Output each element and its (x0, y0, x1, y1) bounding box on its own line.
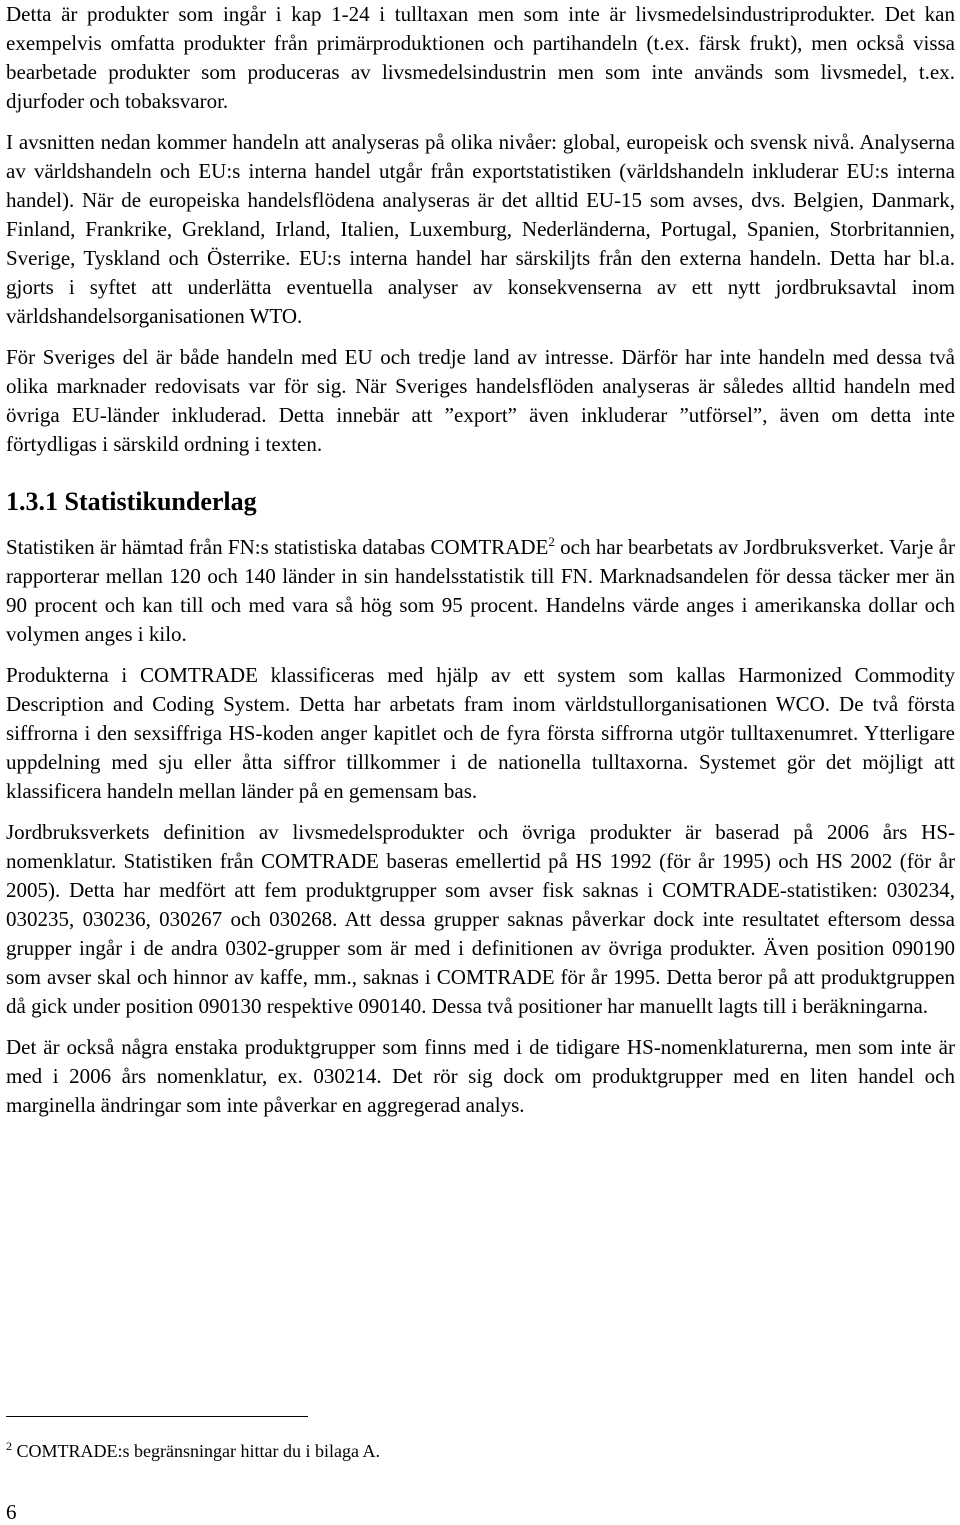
statistics-text-end: och har bearbetats av Jordbruksverket. Varje år rapporterar mellan 120 och 140 länder in sin handelsstatistik till FN. Marknadsandelen för dessa täcker mer än 90 procent och kan till och med vara så hög som 95 procent. Handelns värde anges i amerikanska dollar och volymen anges i kilo. (6, 535, 955, 646)
paragraph-comtrade-classification: Produkterna i COMTRADE klassificeras med hjälp av ett system som kallas Harmonized Commodity Description and Coding System. Detta har arbetats fram inom världstullorganisationen WCO. De två första siffrorna i den sexsiffriga HS-koden anger kapitlet och de fyra första siffrorna utgör tulltaxenumret. Ytterligare uppdelning med sju eller åtta siffror tillkommer i de nationella tulltaxorna. Systemet gör det möjligt att klassificera handeln mellan länder på en gemensam bas. (6, 663, 955, 803)
footnote-reference[interactable]: 2 (548, 534, 555, 549)
section-heading (6, 485, 955, 519)
paragraph-statistics-source (6, 533, 955, 649)
statistics-text-start: Statistiken är hämtad från FN:s statistiska databas COMTRADE (6, 535, 549, 559)
footnote-text: COMTRADE:s begränsningar hittar du i bilaga A. (12, 1441, 380, 1461)
paragraph-intro: Detta är produkter som ingår i kap 1-24 i tulltaxan men som inte är livsmedelsindustriprodukter. Det kan exempelvis omfatta produkter från primärproduktionen och partihandeln (t.ex. färsk frukt), men också vissa bearbetade produkter som produceras av livsmedelsindustrin men som inte används som livsmedel, t.ex. djurfoder och tobaksvaror. (6, 2, 955, 113)
paragraph-definition: Jordbruksverkets definition av livsmedelsprodukter och övriga produkter är baserad på 2006 års HS-nomenklatur. Statistiken från COMTRADE baseras emellertid på HS 1992 (för år 1995) och HS 2002 (för år 2005). Detta har medfört att fem produktgrupper som avser fisk saknas i COMTRADE-statistiken: 030234, 030235, 030236, 030267 och 030268. Att dessa grupper saknas påverkar dock inte resultatet eftersom dessa grupper ingår i de andra 0302-grupper som är med i definitionen av övriga produkter. Även position 090190 som avser skal och hinnor av kaffe, mm., saknas i COMTRADE för år 1995. Detta beror på att produktgruppen då gick under position 090130 respektive 090140. Dessa två positioner har manuellt lagts till i beräkningarna. (6, 820, 955, 1018)
document-body (6, 0, 955, 1120)
section-number: 1.3.1 (6, 487, 58, 516)
footnote-separator (6, 1416, 308, 1417)
paragraph-sweden: För Sveriges del är både handeln med EU och tredje land av intresse. Därför har inte handeln med dessa två olika marknader redovisats var för sig. När Sveriges handelsflöden analyseras är således alltid handeln med övriga EU-länder inkluderad. Detta innebär att ”export” även inkluderar ”utförsel”, även om detta inte förtydligas i särskild ordning i texten. (6, 345, 955, 456)
footnote (6, 1440, 380, 1462)
paragraph-analysis-levels: I avsnitten nedan kommer handeln att analyseras på olika nivåer: global, europeisk och svensk nivå. Analyserna av världshandeln och EU:s interna handel utgår från exportstatistiken (världshandeln inkluderar EU:s interna handel). När de europeiska handelsflödena analyseras är det alltid EU-15 som avses, dvs. Belgien, Danmark, Finland, Frankrike, Grekland, Irland, Italien, Luxemburg, Nederländerna, Portugal, Spanien, Storbritannien, Sverige, Tyskland och Österrike. EU:s interna handel har särskiljts från den externa handeln. Detta har bl.a. gjorts i syftet att underlätta eventuella analyser av konsekvenserna av ett nytt jordbruksavtal inom världshandelsorganisationen WTO. (6, 130, 955, 328)
section-title: Statistikunderlag (64, 487, 257, 516)
paragraph-older-nomenclature: Det är också några enstaka produktgrupper som finns med i de tidigare HS-nomenklaturerna, men som inte är med i 2006 års nomenklatur, ex. 030214. Det rör sig dock om produktgrupper med en liten handel och marginella ändringar som inte påverkar en aggregerad analys. (6, 1035, 955, 1117)
page-number: 6 (6, 1500, 17, 1524)
footnote-marker: 2 (6, 1439, 12, 1453)
